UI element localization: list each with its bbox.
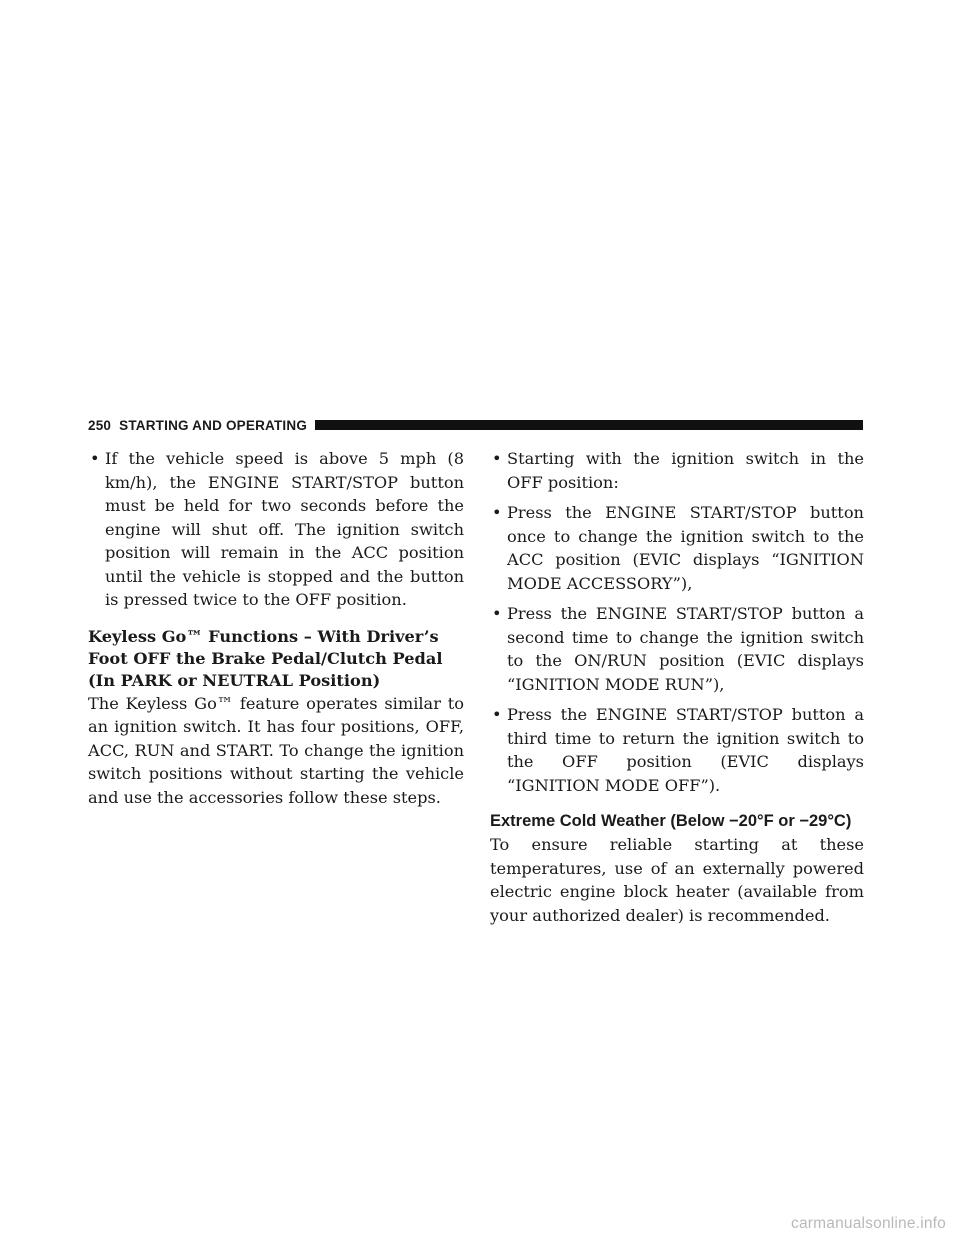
page-header: [88, 417, 863, 433]
list-item-text: Starting with the ignition switch in the OFF position:: [507, 449, 864, 492]
page-footer: [0, 1205, 960, 1242]
bullet-icon: •: [492, 705, 502, 724]
bullet-icon: •: [492, 604, 502, 623]
list-item-text: Press the ENGINE START/STOP button once to change the ignition switch to the ACC position (EVIC displays “IGNITION MODE ACCESSORY”),: [507, 503, 864, 593]
list-item: [490, 501, 864, 595]
bullet-icon: •: [90, 449, 100, 468]
body-paragraph: The Keyless Go™ feature operates similar to an ignition switch. It has four positions, OFF, ACC, RUN and START. To change the ignition switch positions without starting the vehicle and use the accessories follow these steps.: [88, 693, 464, 807]
section-heading: Keyless Go™ Functions – With Driver’s Foot OFF the Brake Pedal/Clutch Pedal (In PARK or NEUTRAL Position): [88, 626, 443, 690]
list-item: [88, 447, 464, 612]
section-title: STARTING AND OPERATING: [119, 417, 308, 433]
section-heading: Extreme Cold Weather (Below −20°F or −29°C): [490, 812, 852, 830]
page-number: 250: [88, 417, 112, 433]
list-item-text: If the vehicle speed is above 5 mph (8 km/h), the ENGINE START/STOP button must be held for two seconds before the engine will shut off. The ignition switch position will remain in the ACC position until the vehicle is stopped and the button is pressed twice to the OFF position.: [105, 449, 464, 609]
list-item-text: Press the ENGINE START/STOP button a third time to return the ignition switch to the OFF position (EVIC displays “IGNITION MODE OFF”).: [507, 705, 864, 795]
header-rule: [315, 420, 863, 430]
right-column: [490, 447, 864, 927]
bullet-icon: •: [492, 503, 502, 522]
body-paragraph: To ensure reliable starting at these temperatures, use of an externally powered electric engine block heater (available from your authorized dealer) is recommended.: [490, 835, 864, 925]
left-column: [88, 447, 464, 809]
bullet-icon: •: [492, 449, 502, 468]
list-item: [490, 447, 864, 494]
list-item-text: Press the ENGINE START/STOP button a second time to change the ignition switch to the ON/RUN position (EVIC displays “IGNITION MODE RUN”),: [507, 604, 864, 694]
list-item: [490, 703, 864, 797]
list-item: [490, 602, 864, 696]
watermark: carmanualsonline.info: [791, 1214, 946, 1232]
